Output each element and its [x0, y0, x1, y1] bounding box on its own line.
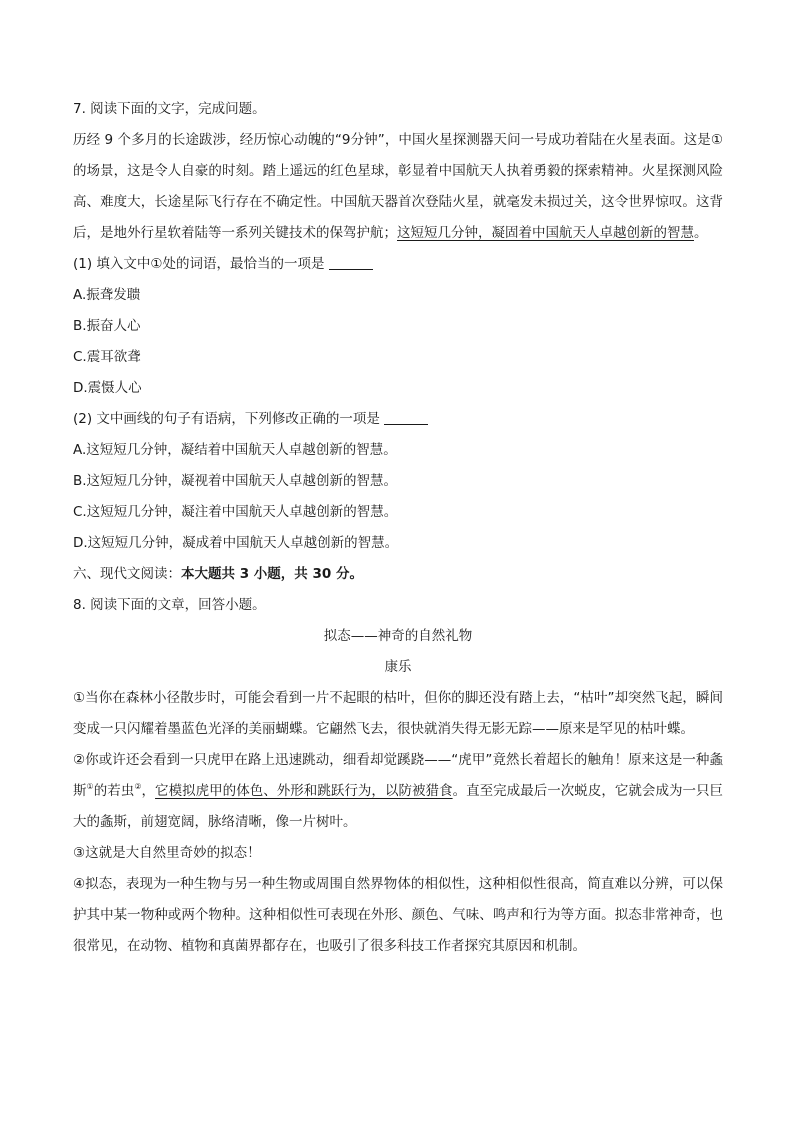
section-6-heading — [73, 559, 723, 590]
document-page — [73, 100, 723, 962]
answer-blank — [384, 410, 428, 425]
question-7-heading: 7. 阅读下面的文字，完成问题。 — [73, 101, 266, 117]
article-paragraph-2 — [73, 745, 723, 838]
footnote-mark-1: ① — [86, 782, 94, 791]
section-6-prefix: 六、现代文阅读： — [73, 566, 181, 582]
passage-end: 。 — [694, 225, 708, 241]
article-paragraph-3: ③这就是大自然里奇妙的拟态！ — [73, 845, 261, 861]
article-paragraph-1: ①当你在森林小径散步时，可能会看到一片不起眼的枯叶，但你的脚还没有踏上去，“枯叶”却突然飞起，瞬间变成一只闪耀着墨蓝色光泽的美丽蝴蝶。它翩然飞去，很快就消失得无影无踪——原来是罕见的枯叶蝶。 — [73, 690, 723, 737]
paragraph-2-text: ， — [141, 783, 156, 799]
paragraph-2-text: 。直至完成最后一次蜕皮，它就会成为一只巨大的螽斯，前翅宽阔，脉络清晰，像一片树叶。 — [73, 783, 724, 830]
option-d: D.这短短几分钟，凝成着中国航天人卓越创新的智慧。 — [73, 535, 399, 551]
question-7-passage — [73, 125, 723, 249]
option-b: B.振奋人心 — [73, 318, 141, 334]
article-paragraph-4: ④拟态，表现为一种生物与另一种生物或周围自然界物体的相似性，这种相似性很高，简直难以分辨，可以保护其中某一物种或两个物种。这种相似性可表现在外形、颜色、气味、鸣声和行为等方面。拟态非常神奇，也很常见，在动物、植物和真菌界都存在，也吸引了很多科技工作者探究其原因和机制。 — [73, 876, 723, 954]
sub-question-1-stem — [73, 249, 723, 280]
question-8-heading: 8. 阅读下面的文章，回答小题。 — [73, 597, 266, 613]
sub-question-2-stem — [73, 404, 723, 435]
option-a: A.这短短几分钟，凝结着中国航天人卓越创新的智慧。 — [73, 442, 397, 458]
footnote-mark-2: ② — [134, 782, 142, 791]
answer-blank — [329, 255, 373, 270]
sub-question-2-text: (2) 文中画线的句子有语病，下列修改正确的一项是 — [73, 411, 380, 427]
option-b: B.这短短几分钟，凝视着中国航天人卓越创新的智慧。 — [73, 473, 398, 489]
option-d: D.震慑人心 — [73, 380, 142, 396]
underlined-sentence: 这短短几分钟，凝固着中国航天人卓越创新的智慧 — [397, 225, 694, 241]
option-c: C.这短短几分钟，凝注着中国航天人卓越创新的智慧。 — [73, 504, 398, 520]
article-title: 拟态——神奇的自然礼物 — [323, 628, 473, 644]
article-author: 康乐 — [384, 659, 412, 675]
section-6-bold: 本大题共 3 小题，共 30 分。 — [181, 566, 363, 582]
option-a: A.振聋发聩 — [73, 287, 141, 303]
paragraph-2-text: 的若虫 — [93, 783, 135, 799]
option-c: C.震耳欲聋 — [73, 349, 141, 365]
paragraph-2-text: ②你或许还会看到一只虎甲在路上迅速跳动，细看却觉蹊跷——“虎甲”竟然长着超长的触角！原来这是一种螽斯 — [73, 752, 723, 799]
passage-text: 历经 9 个多月的长途跋涉，经历惊心动魄的“9分钟”，中国火星探测器天问一号成功着陆在火星表面。这是① 的场景，这是令人自豪的时刻。踏上遥远的红色星球，彰显着中国航天人执着勇毅的探索精神。火星探测风险高、难度大，长途星际飞行存在不确定性。中国航天器首次登陆火星，就毫发未损过关，这令世界惊叹。这背后，是地外行星软着陆等一系列关键技术的保驾护航； — [73, 132, 723, 241]
underlined-sentence: 它模拟虎甲的体色、外形和跳跃行为，以防被猎食 — [155, 783, 453, 799]
sub-question-1-text: (1) 填入文中①处的词语，最恰当的一项是 — [73, 256, 325, 272]
